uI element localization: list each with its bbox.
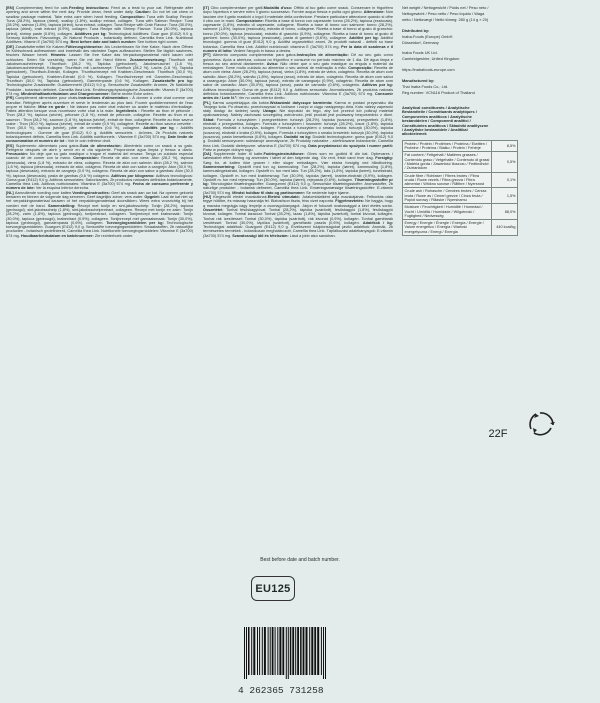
section-text: Não deixe que o seu gato mastigue ou engula o material da embalagem. Tome muito cuidado ao alimentar o seu animal de estimação à mão. <box>203 61 393 71</box>
barcode-bar <box>314 627 316 675</box>
manufacturer-heading: Manufactured by: <box>402 78 435 84</box>
section-text: Lassen Sie Ihre Katze das Verpackungsmaterial nicht kauen oder schlucken. Seien Sie vorsichtig, wenn Sie mit der Hand füttern. <box>6 53 193 62</box>
section-label: Összetétel: <box>203 207 227 212</box>
analytical-heading: Analytical constituents / Analytische Bestandteile / Constituants analytiques / Componentes analíticos / Analytische bestanddelen / Componenti analitici / Constituintes analíticos / Składniki analityczne / Analytiske bestanddele / Analitikai alkotóelemek <box>402 104 489 137</box>
net-weight: Net weight / Nettogewicht / Poids net / Peso neto / Nettogewicht / Peso netto / Peso líquido / Waga netto / Nettovægt / Nettó tömeg: 280 g (14 g × 20) <box>402 5 489 22</box>
section-label: Wskazówki dotyczące karmienia: <box>269 100 335 105</box>
section-label: Composição: <box>348 66 375 71</box>
section-text: Als Leckerbissen für Ihre Katze. Nach dem Öffnen im Kühlschrank aufbewahren und innerhalb des nächsten Tages aufbrauchen. Stellen Sie täglich sauberes, frisches Wasser bereit. <box>6 44 193 58</box>
barcode-bar <box>300 627 302 675</box>
distributor-heading: Distributed by: <box>402 27 430 33</box>
section-text: Patrz w prawym dolnym rogu. <box>203 147 254 152</box>
barcode-bar <box>309 627 310 675</box>
section-label: Feeding instructions: <box>69 6 111 10</box>
section-text: Technologische toevoegingsmiddelen: Guargom (E412) 9,0 g. Sensoriële toevoegingsmiddelen: Smaakstoffen, 2b natuurlijke producten - botanisch gedefinieerd, Camellia thea Link. Nutritionele toevoegingsmiddelen: Vitamine E (3a700) 574 mg. <box>6 220 193 238</box>
section-label: Ingrédients : <box>115 109 142 114</box>
section-label: Voedingsinstructies: <box>72 190 112 195</box>
section-text: Ne laissez pas votre chat mâcher ou avaler le matériau d'emballage. Faites attention lorsque vous nourrissez votre chat à la main. <box>6 104 193 114</box>
section-label: Fecha de consumo preferente y número de lote: <box>6 182 193 191</box>
section-label: Skład: <box>203 117 217 122</box>
analysis-value: 440 kcal/kg <box>492 220 518 236</box>
barcode-bar <box>311 627 313 675</box>
section-label: Samenstelling: <box>48 203 78 208</box>
section-label: Composition: <box>120 14 147 19</box>
section-label: Modalità d'uso: <box>263 6 294 10</box>
section-text: Aliméntelo como un snack a su gato. Refrigerar después de abrir y servir en el día siguiente. Proporcione agua limpia y fresca a diario. <box>6 143 193 152</box>
language-block-hu <box>203 195 393 238</box>
website-url: https://inabafoods-europe.com <box>402 67 455 73</box>
section-label: Houdbaarheidsdatum en batchnummer: <box>20 233 95 238</box>
section-label: Mindesthaltbarkeitsdatum und Chargennummer: <box>20 91 111 96</box>
analysis-row <box>403 140 518 152</box>
best-before-note: Best before date and batch number. <box>260 557 340 563</box>
barcode-bar <box>270 627 271 675</box>
section-label: Composición: <box>73 156 102 161</box>
section-text: Recept met tonijn en sint-jakobsschelp: Tonijn (28,2%), tapioca (gedroogd), sint-jakobsschelp (1,8%), sint-jakobsschelpextract, collageen. Recept met tonijn en zalm: Tonijn (28,2%), zalm (1,8%), tapioca (gedroogd), tonijnextract, collageen. Tonijnrecept met krabsmaak: Tonijn (30,0%), tapioca (gedroogd), krabextract (0,9%), collageen. Tonijnrecept met garnaalsmaak: Tonijn (30,0%), tapioca (gedroogd), garnalenpasta (0,6%), collageen. <box>6 203 193 225</box>
section-label: Tilsætningsstoffer pr kg: <box>203 177 393 187</box>
barcode-bar <box>279 627 281 675</box>
section-text: No deje que su gato mastique o trague el material del envase. Tenga un cuidado especial cuando dé de comer con la mano. <box>6 152 193 161</box>
section-label: Caution: <box>135 10 153 15</box>
barcode-bar <box>253 627 255 675</box>
barcode-bar <box>282 627 284 675</box>
section-text: Technological Additives: Guar gum (E412) 9.0 g. Sensory Additives: Flavourings, 2b Natural Products - botanically defined, Camellia thea Link. Nutritional Additives: Vitamin E (3a700) 574 mg. <box>6 31 193 45</box>
language-block-en <box>6 6 193 45</box>
language-code: [PL] <box>203 100 213 105</box>
analysis-value: 1,5% <box>492 188 518 204</box>
barcode-bar <box>295 627 296 675</box>
barcode-bar <box>257 627 258 675</box>
section-text: À donner à votre chat comme une friandise. Réfrigérer après ouverture et servir le lendemain au plus tard. Fournir quotidiennement de l'eau propre et fraîche. <box>6 96 193 109</box>
section-text: Jutalomfalatként adja macskájának. Felbontás után tegye hűtőbe, és másnap használja fel. Biztosítson tiszta, friss vizet naponta. <box>203 195 393 204</box>
eu-approval-code: EU125 <box>251 576 295 601</box>
distributor-line: Inaba-Foods (Europe) GmbH <box>402 33 453 39</box>
section-label: Instructions d'alimentation : <box>78 96 133 101</box>
barcode-bar <box>268 627 269 675</box>
section-text: Ver la esquina inferior derecha. <box>35 186 90 191</box>
uk-distributor-line: Cambridgeshire, United Kingdom <box>402 56 460 62</box>
language-code: [PT] <box>203 53 213 58</box>
section-text: Feed as a treat to your cat. Refrigerate after opening and serve within the next day. Provide clean, fresh water daily. <box>6 6 193 15</box>
section-label: Sammensætning: <box>203 164 238 169</box>
barcode-bar <box>259 627 260 675</box>
section-label: Additivi per kg: <box>349 36 381 41</box>
analysis-row <box>403 152 518 172</box>
section-text: Aditivos tecnológicos: Goma de guar (E412) 9,0 g. Aditivos sensoriais: Aromatizantes, 2b produtos naturais definidos botanicamente, Camellia thea Link. Aditivos nutricionais: Vitamina E (3a700) 574 mg. <box>203 87 393 96</box>
barcode-number: 4 262365 731258 <box>238 685 324 696</box>
analysis-label: Crude fibre / Rohfaser / Fibres brutes / Fibra cruda / Ruwe vezels / Fibra grezza / Fibra alimentar / Włókno surowe / Råfibre / Nyersrost <box>403 172 492 188</box>
section-text: Alimento composto complementar para gatos. <box>212 53 297 58</box>
language-code: [NL] <box>6 190 15 195</box>
section-text: Do not let cat chew or swallow package material. Take extra care when hand feeding. <box>6 10 193 19</box>
recycling-code: 22F <box>488 428 508 440</box>
section-label: Best before date and batch number: <box>70 40 138 45</box>
section-text: Dodatki technologiczne: guma guar (E412) 9,0 g. Dodatki sensoryczne: substancje aromatyczne, 2b Produkty naturalne - zdefiniowane botanicznie, Camellia thea Link. Dodatki dietetyczne: witamina E (3a700) 574 mg. <box>203 134 393 148</box>
section-label: Attenzione: <box>363 10 386 15</box>
info-column-right <box>402 6 594 236</box>
mobius-loop-icon <box>530 413 555 435</box>
analysis-value: 8,5% <box>492 140 518 152</box>
section-text: Karma uzupełniająca dla kotów. <box>212 100 270 105</box>
section-label: Forsigtig: <box>375 156 393 161</box>
language-code: [HU] <box>203 195 214 200</box>
section-text: Technologische Zusatzstoffe: Guarkernmehl (E412) 9,0 g. Sensorische Zusatzstoffe: Aromen, 2b Natürliche Produkte - botanisch definiert, Camellia thea Link. Ernährungsphysiologische Zusatzstoffe: Vitamin E (3a700) 574 mg. <box>6 83 193 96</box>
analysis-value: 0,5% <box>492 152 518 172</box>
language-code: [IT] <box>203 6 211 10</box>
section-label: Szavatossági idő és tételszám: <box>232 233 290 238</box>
section-text: Zie rechterhoek onder. <box>94 233 134 238</box>
section-text: Formuła z tuńczykiem i przegrzebkiem: tuńczyk (28,2%), tapioka (suszona), przegrzebek (1,8%), ekstrakt z przegrzebka, kolagen. Formuła z tuńczykiem i łososiem: tuńczyk (28,2%), łosoś (1,8%), tapioka (suszona), ekstrakt z tuńczyka, kolagen. Formuła z tuńczykiem o smaku kraba: tuńczyk (30,0%), tapioka (suszona), ekstrakt z kraba (0,9%), kolagen. Formuła z tuńczykiem o smaku krewetek: tuńczyk (30,0%), tapioka (suszona), pasta krewetkowa (0,6%), kolagen. <box>203 117 393 139</box>
section-text: Dê ao seu gato como guloseima. Após a abertura, colocar no frigorífico e consumir no período máximo de 1 dia. Dê água limpa e fresca ao seu animal diariamente. <box>203 53 393 66</box>
section-label: Aviso: <box>266 61 281 66</box>
section-text: Tuna with Scallop Recipe: Tuna (28.2%), tapioca (dried), scallop (1.8%), scallop extract, collagen. Tuna with Salmon Recipe: Tuna (28.2%), salmon (1.8%), tapioca (dried), tuna extract, collagen. Tuna Recipe with Crab Flavour: Tuna (30.0%), tapioca (dried), crab extract (0.9%), collagen. Tuna Recipe with Shrimp Flavour: Tuna (30.0%), tapioca (dried), shrimp paste (0.6%), collagen. <box>6 14 193 36</box>
section-text: Vedere l'angolo in basso a destra. <box>233 48 292 53</box>
section-label: Adalékok / kg: <box>362 220 393 225</box>
section-text: Gives som en godbid til din kat. Opbevares i køleskabet efter åbning og anvendes i løbet af den følgende dag. Giv rent, friskt vand hver dag. <box>203 152 393 161</box>
section-text: Additivi tecnologici: gomma di guar (E412) 9,0 g. Additivi organolettici: aromi, 2b prodotti naturali - definiti su base botanica, Camellia thea Link. Additivi nutrizionali: vitamina E (3a700) 574 mg. <box>203 36 393 49</box>
section-label: Etetési útmutató: <box>267 195 302 200</box>
section-text: Offrilo al tuo gatto come snack. Conservare in frigorifero dopo l'apertura e servire entro il giorno successivo. Fornire acqua fresca e pulita ogni giorno. <box>203 6 393 15</box>
analysis-label: Fat content / Fettgehalt / Matières grasses / Contenido graso / Vetgehalte / Contenuto di grassi / Matéria gorda / Zawartość tłuszczu / Fedtindhold / Zsírtartalom <box>403 152 492 172</box>
section-text: Siehe rechte Ecke unten. <box>110 91 154 96</box>
language-block-da <box>203 152 393 195</box>
barcode-bar <box>275 627 276 675</box>
text-column-middle <box>203 6 393 552</box>
language-block-es <box>6 144 193 191</box>
section-label: Date limite de consommation et numéro de lot : <box>6 134 193 144</box>
section-label: Precaución: <box>6 152 30 157</box>
manufacturer-line: Thai Inaba Foods Co., Ltd. <box>402 84 449 90</box>
section-text: Thunfisch mit Jakobsmuschelrezept: Thunfisch (28,2 %), Tapioka (getrocknet), Jakobsmuschel (1,8 %), Jakobsmuschelextrakt, Kollagen. Thunfisch mit Lachsrezept: Thunfisch (28,2 %), Lachs (1,8 %), Tapioka (getrocknet), Thunfisch-Extrakt, Kollagen. Thunfischrezept mit Krabben-Geschmack: Thunfisch (30,0 %), Tapioka (getrocknet), Krabben-Extrakt (0,9 %), Kollagen. Thunfischrezept mit Garnelen-Geschmack: Thunfisch (30,0 %), Tapioka (getrocknet), Garnelenpaste (0,6 %), Kollagen. <box>6 57 193 84</box>
section-label: Zusammensetzung: <box>129 57 169 62</box>
section-label: Opgelet: <box>144 195 162 200</box>
section-text: Opskrift med tun og kammusling: Tun (28,2%), tapioka (tørret), kammusling (1,8%), kammuslingekstrakt, kollagen. Opskrift m. tun med laks: Tun (28,2%), laks (1,8%), tapioka (tørret), tunekstrakt, kollagen. Opskrift m. tun med krabbesmag: Tun (30,0%), tapioka (tørret), krabbe-ekstrakt (0,9%), kollagen. Opskrift m. tun med rejesmag: Tun (30,0%), tapioka (tørret), rejepasta (0,6%), kollagen. <box>203 164 393 182</box>
language-code: [DE] <box>6 44 16 49</box>
barcode-bar <box>297 627 299 675</box>
analysis-label: Crude ash / Rohasche / Cendres brutes / Ceniza bruta / Ruwe as / Ceneri grezze / Cinza bruta / Popiół surowy / Råaske / Nyershamu <box>403 188 492 204</box>
barcode-bar <box>264 627 266 675</box>
section-text: Complementary feed for cats. <box>15 6 70 10</box>
uk-distributor-line: Inaba Foods UK Ltd. <box>402 50 438 56</box>
section-label: Toevoegingsmiddelen per kg: <box>106 220 167 225</box>
section-text: Karma w postaci przysmaku dla Twojego kota. Po otwarciu, przechowywać w lodówce i zużyć w ciągu następnego dnia. Kotu należy zapewnić stały dostęp do świeżej wody. <box>203 100 393 114</box>
analysis-row <box>403 188 518 204</box>
section-text: Receita de atum com vieira: Atum (28,2%), tapioca (seca), vieira (1,8%), extrato de vieira, colagénio. Receita de atum com salmão: Atum (28,2%), salmão (1,8%), tapioca (seca), extrato de atum, colagénio. Receita de atum com sabor a caranguejo: Atum (30,0%), tapioca (seca), extrato de caranguejo (0,9%), colagénio. Receita de atum com sabor de camarão: Atum (30,0%), tapioca (seca), pasta de camarão (0,6%), colagénio. <box>203 66 393 88</box>
section-label: Consumir antes de / Lote N.º: <box>203 91 393 101</box>
section-text: Supplerende foder til katte. <box>213 152 264 157</box>
barcode-bar <box>306 627 308 675</box>
barcode-bar <box>277 627 278 675</box>
section-label: Guía de alimentación: <box>79 143 124 148</box>
barcode-bar <box>246 627 247 679</box>
section-label: Aditivos por kg: <box>362 83 393 88</box>
barcode-bar <box>288 627 289 679</box>
section-label: Instruções de alimentação: <box>296 53 352 58</box>
barcode-bar <box>321 627 322 675</box>
section-text: Teknologiske tilsætningsstoffer: Guargummi (E412) 9,0 g. Sensoriske tilsætningsstoffer: Aromastoffer, 2b naturlige produkter - botanisk defineret, Camellia thea Link. Ernæringsmæssige tilsætningsstoffer: E-vitamin (3a700) 574 mg. <box>203 182 393 195</box>
language-block-pl <box>203 101 393 153</box>
language-block-fr <box>6 96 193 143</box>
section-label: Additives per kg: <box>74 31 109 36</box>
language-code: [ES] <box>6 143 16 148</box>
barcode <box>238 627 338 697</box>
analysis-row <box>403 172 518 188</box>
analysis-row <box>403 204 518 220</box>
section-label: Per la data di scadenza e il numero di lotto: <box>203 44 393 53</box>
barcode-bar <box>262 627 263 675</box>
section-text: Kiegészítő eledel macskáknak. <box>213 195 268 200</box>
section-label: Fodringsinstruktioner: <box>263 152 308 157</box>
section-label: Additifs par kg : <box>143 126 181 131</box>
analysis-value: 0,1% <box>492 172 518 188</box>
section-text: Aditivos tecnológicos: Goma guar (E412) 9,0 g. Aditivos sensoriales: Saborizantes, 2b productos naturales definidos botánicamente, Camellia thea Link. Aditivos nutricionales: Vitamina E (3a700) 574 mg. <box>6 173 193 187</box>
barcode-bar <box>290 627 292 675</box>
text-column-left <box>6 6 193 606</box>
section-text: Ricetta a base di tonno con capesante: tonno (28,2%), tapioca (essiccata), capesante (1,8%), estratto di capesante, collagene. Ricetta a base di tonno con salmone: tonno (28,2%), salmone (1,8%), tapioca (essiccata), estratto di tonno, collagene. Ricetta a base di tonno al gusto di granchio: tonno (30,0%), tapioca (essiccata), estratto di granchio (0,9%), collagene. Ricetta a base di tonno al gusto di gamberi: tonno (30,0%), tapioca (essiccata), pasta di gamberi (0,6%), collagene. <box>203 18 393 41</box>
section-label: Figyelmeztetés: <box>335 199 366 204</box>
section-text: Geef als snack aan uw kat. Na openen gekoeld bewaren en binnen de volgende dag serveren. Geef dagelijks zuiver, vers water. <box>6 190 193 200</box>
section-label: Mindst holdbar til dato og partinummer: <box>232 190 307 195</box>
section-label: Dodatki na kg: <box>284 134 313 139</box>
analysis-label: Moisture / Feuchtigkeit / Humidité / Humedad / Vocht / Umidità / Humidade / Wilgotność / Fugtighed / Nedvesség <box>403 204 492 220</box>
section-text: Additifs technologiques : Gomme de guar (E412) 9,0 g. Additifs sensoriels : Arômes, 2b Produits naturels botaniquement définis, Camellia thea Link. Additifs nutritionnels : Vitamine E (3a700) 574 mg. <box>6 126 193 139</box>
section-text: Complément alimentaire pour chats. <box>15 96 79 101</box>
section-text: Sørg for, at katten ikke gnaver i eller sluger emballagen. Vær ekstra forsigtig ved håndfodring. <box>203 160 393 165</box>
barcode-bar <box>325 627 326 679</box>
section-text: Lásd a jobb alsó sarokban. <box>289 233 336 238</box>
section-label: Aditivos por kilogramo: <box>111 173 156 178</box>
section-text: Voir le coin inférieur droit. <box>67 139 112 144</box>
section-label: Zusatzstoffe pro kg: <box>152 79 193 84</box>
language-code: [FR] <box>6 96 16 101</box>
barcode-bar <box>317 627 319 675</box>
language-code: [EN] <box>6 6 16 10</box>
barcode-bar <box>244 627 245 679</box>
language-code: [DA] <box>203 152 214 157</box>
barcode-bar <box>251 627 252 675</box>
language-block-it <box>203 6 393 53</box>
section-text: Ne hagyja, hogy a macska megrágja vagy lenyelje a csomagolóanyagot. Járjon el fokozott óvatossággal a kézi etetés során. <box>203 199 393 208</box>
analysis-row <box>403 220 518 236</box>
section-label: Data przydatności do spożycia i numer partii: <box>308 143 393 148</box>
barcode-bar <box>292 627 294 675</box>
section-text: Receta de atún con viera: Atún (28,2 %), tapioca (desecada), viera (1,8 %), extracto de viera, colágeno. Receta de atún con salmón: Atún (28,2 %), salmón (1,8 %), tapioca (desecada), extracto de atún, colágeno. Receta de atún con sabor a cangrejo: Atún (30,0 %), tapioca (desecada), extracto de cangrejo (0,9 %), colágeno. Receta de atún con sabor a gambas: Atún (30,0 %), tapioca (desecada), pasta de gambas (0,6 %) colágeno. <box>6 156 193 178</box>
section-label: Mise en garde : <box>38 104 70 109</box>
distributor-line: Düsseldorf, Germany <box>402 39 439 45</box>
section-text: Cibo complementare per gatti. <box>210 6 264 10</box>
recycling-mark <box>458 406 578 442</box>
section-text: Laat de kat niet op het verpakkingsmateriaal kauwen of het verpakkingsmateriaal doorslikken. Wees extra voorzichtig bij het voeden met de hand. <box>6 195 193 208</box>
section-label: Hinweis: <box>50 53 70 58</box>
barcode-bar <box>303 627 305 675</box>
analysis-label: Energy / Energie / Énergie / Energía / Energie / Valore energetico / Energia / Wartość energetyczna / Energi / Energia <box>403 220 492 236</box>
barcode-bar <box>272 627 274 675</box>
language-block-nl <box>6 191 193 238</box>
section-text: Aanvullende voeding voor katten. <box>14 190 73 195</box>
language-block-de <box>6 45 193 97</box>
section-text: Zusatzfuttermittel für Katzen. <box>15 44 66 49</box>
barcode-bar <box>323 627 324 679</box>
section-text: Recette au thon et pétoncle : Thon (28,2 %), tapioca (séché), pétoncle (1,8 %), extrait de pétoncle, collagène. Recette au thon et au saumon : Thon (28,2 %), saumon (1,8 %), tapioca (séché), extrait de thon, collagène. Recette au thon saveur crabe : Thon (30,0 %), tapioca (séché), extrait de crabe (0,9 %), collagène. Recette au thon saveur crevette : Thon (30,0 %), tapioca (séché), pâte de crevettes (0,6 %), collagène. <box>6 109 193 131</box>
section-text: Se nederste højre hjørne. <box>306 190 350 195</box>
section-label: Fütterungshinweise: <box>65 44 105 49</box>
section-label: Uwaga: <box>263 109 280 114</box>
barcode-bars <box>238 627 338 679</box>
section-text: Suplemento alimentario para gatos. <box>15 143 80 148</box>
barcode-bar <box>248 627 250 675</box>
analysis-value: 88,0% <box>492 204 518 220</box>
analysis-table <box>402 140 518 236</box>
section-text: Tonhal fésűskagylóval: Tonhal (28,2%), tápióka (szárított), fésűskagyló (1,8%), fésűskagyló kivonat, kollagén. Tonhal lazaccal: Tonhal (28,2%), lazac (1,8%), tápióka (szárított), tonhal kivonat, kollagén. Tonhal rák ízesítéssel: Tonhal (30,0%), tápióka (szárított), rák kivonat (0,9%), kollagén. Tonhal garnélarák ízesítéssel: Tonhal (30,0%), tápióka (szárított), garnélarák paszta (0,6%), kollagén. <box>203 207 393 225</box>
section-text: See bottom right corner. <box>137 40 179 45</box>
analysis-label: Protein / Protein / Protéines / Proteína / Eiwitten / Proteine / Proteína / Białko / Protein / Fehérje <box>403 140 492 152</box>
language-block-pt <box>203 53 393 100</box>
section-label: Composizione: <box>236 18 265 23</box>
section-text: Ver no canto inferior direito. <box>238 96 286 101</box>
section-text: Technológiai adalékok: Guargumi (E412) 9,0 g. Érzékszervi tulajdonságokat javító adalékok: Aromák, 2b természetes termékek - botanikusan meghatározott, Camellia thea Link. Táplálkozási adalékanyagok: E-vitamin (3a700) 574 mg. <box>203 225 393 238</box>
section-text: Non lasciare che il gatto mastichi o ingoi il materiale della confezione. Prestare particolare attenzione quando si offre il cibo con le mani. <box>203 10 393 23</box>
manufacturer-line: Reg number: VCN116 Product of Thailand <box>402 89 475 95</box>
barcode-bar <box>286 627 287 679</box>
section-text: Nie dopuścić do tego, aby kot przeżuł lub połknął materiał opakowaniowy. Należy zachować szczególną ostrożność, jeśli produkt jest podawany bezpośrednio z dłoni. <box>203 109 393 118</box>
